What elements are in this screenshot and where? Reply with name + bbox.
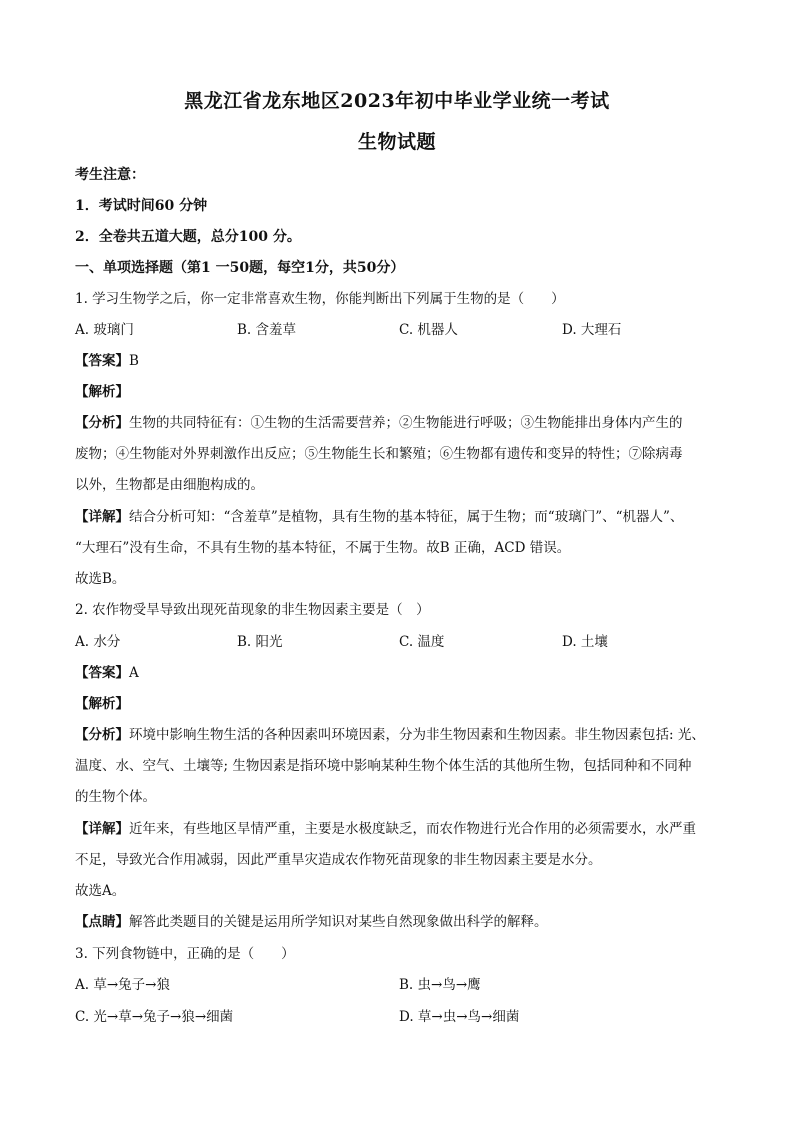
fenxi-text: 生物的共同特征有：①生物的生活需要营养；②生物能进行呼吸；③生物能排出身体内产生的 bbox=[129, 415, 683, 431]
q1-fenxi-line-2: 废物；④生物能对外界刺激作出反应；⑤生物能生长和繁殖；⑥生物都有遗传和变异的特性；⑦除病毒 bbox=[75, 446, 683, 462]
q1-option-b: B. 含羞草 bbox=[237, 322, 297, 338]
fenxi-label: 【分析】 bbox=[75, 727, 129, 743]
dianjing-label: 【点睛】 bbox=[75, 914, 129, 930]
q1-option-a: A. 玻璃门 bbox=[75, 322, 134, 338]
notice-item-1: 1．考试时间60 分钟 bbox=[75, 198, 208, 214]
q1-option-c: C. 机器人 bbox=[399, 322, 458, 338]
q2-option-a: A. 水分 bbox=[75, 634, 121, 650]
q2-analysis-title: 【解析】 bbox=[75, 696, 129, 712]
q2-xiangjie-line-1 bbox=[75, 819, 735, 839]
q1-stem: 1. 学习生物学之后，你一定非常喜欢生物，你能判断出下列属于生物的是（ ） bbox=[75, 291, 565, 307]
q1-xiangjie-line-1 bbox=[75, 507, 735, 527]
q1-analysis-title: 【解析】 bbox=[75, 384, 129, 400]
q2-stem: 2. 农作物受旱导致出现死苗现象的非生物因素主要是（ ） bbox=[75, 602, 430, 618]
notice-item-2: 2．全卷共五道大题，总分100 分。 bbox=[75, 229, 301, 245]
q2-fenxi-line-2: 温度、水、空气、土壤等; 生物因素是指环境中影响某种生物个体生活的其他所生物，包括同种和不同种 bbox=[75, 758, 692, 774]
document-title: 黑龙江省龙东地区2023年初中毕业学业统一考试 bbox=[184, 90, 610, 112]
q1-option-d: D. 大理石 bbox=[562, 322, 622, 338]
answer-value: A bbox=[129, 665, 139, 681]
fenxi-text: 环境中影响生物生活的各种因素叫环境因素，分为非生物因素和生物因素。非生物因素包括: 光、 bbox=[129, 727, 705, 743]
fenxi-label: 【分析】 bbox=[75, 415, 129, 431]
q2-option-c: C. 温度 bbox=[399, 634, 445, 650]
q1-answer bbox=[75, 351, 735, 371]
q2-option-b: B. 阳光 bbox=[237, 634, 283, 650]
q1-fenxi-line-1 bbox=[75, 413, 735, 433]
dianjing-text: 解答此类题目的关键是运用所学知识对某些自然现象做出科学的解释。 bbox=[129, 914, 548, 930]
answer-value: B bbox=[129, 353, 139, 369]
q3-stem: 3. 下列食物链中，正确的是（ ） bbox=[75, 946, 295, 962]
q1-conclusion: 故选B。 bbox=[75, 571, 126, 587]
q2-dianjing bbox=[75, 912, 735, 932]
xiangjie-text: 近年来，有些地区旱情严重，主要是水极度缺乏，而农作物进行光合作用的必须需要水，水严重 bbox=[129, 821, 696, 837]
q2-option-d: D. 土壤 bbox=[562, 634, 608, 650]
q2-fenxi-line-1 bbox=[75, 725, 735, 745]
q2-xiangjie-line-2: 不足，导致光合作用减弱，因此严重旱灾造成农作物死苗现象的非生物因素主要是水分。 bbox=[75, 852, 602, 868]
document-subtitle: 生物试题 bbox=[357, 131, 436, 153]
q3-option-d: D. 草→虫→鸟→细菌 bbox=[399, 1009, 520, 1025]
answer-label: 【答案】 bbox=[75, 665, 129, 681]
q1-fenxi-line-3: 以外，生物都是由细胞构成的。 bbox=[75, 477, 264, 493]
q3-option-b: B. 虫→鸟→鹰 bbox=[399, 977, 481, 993]
q3-option-a: A. 草→兔子→狼 bbox=[75, 977, 170, 993]
section-heading: 一、单项选择题（第1 一50题，每空1分，共50分） bbox=[75, 260, 405, 276]
q2-answer bbox=[75, 663, 735, 683]
q2-conclusion: 故选A。 bbox=[75, 883, 126, 899]
xiangjie-label: 【详解】 bbox=[75, 821, 129, 837]
notice-heading: 考生注意： bbox=[75, 167, 145, 183]
xiangjie-label: 【详解】 bbox=[75, 509, 129, 525]
answer-label: 【答案】 bbox=[75, 353, 129, 369]
q1-xiangjie-line-2: “大理石”没有生命，不具有生物的基本特征，不属于生物。故B 正确，ACD 错误。 bbox=[75, 540, 571, 556]
xiangjie-text: 结合分析可知：“含羞草”是植物，具有生物的基本特征，属于生物；而“玻璃门”、“机器人”、 bbox=[129, 509, 684, 525]
q2-fenxi-line-3: 的生物个体。 bbox=[75, 789, 156, 805]
q3-option-c: C. 光→草→兔子→狼→细菌 bbox=[75, 1009, 234, 1025]
